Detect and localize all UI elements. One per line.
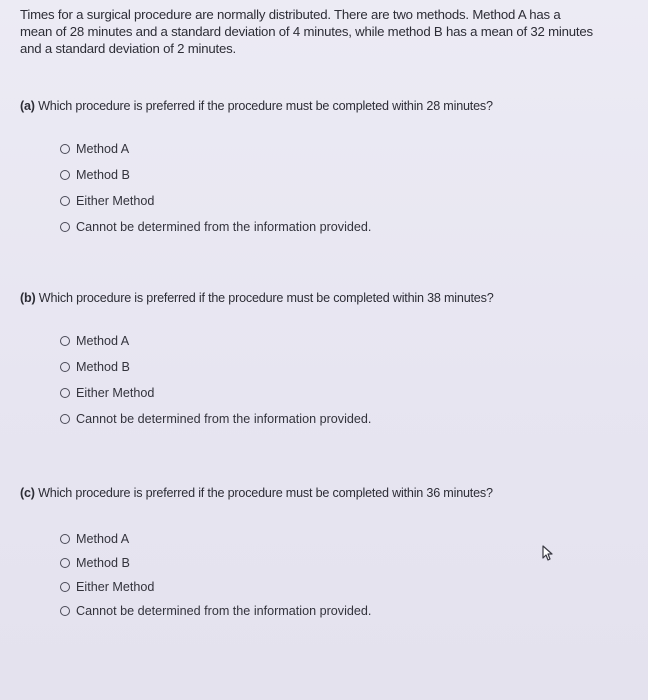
- option-label: Method A: [76, 142, 130, 156]
- option-label: Method B: [76, 360, 130, 374]
- question-b-option-either[interactable]: [60, 380, 630, 406]
- question-b-option-cannot-determine[interactable]: [60, 406, 630, 432]
- radio-button-icon[interactable]: [60, 558, 70, 568]
- question-c-option-either[interactable]: [60, 575, 630, 599]
- radio-button-icon[interactable]: [60, 196, 70, 206]
- question-b-option-method-a[interactable]: [60, 328, 630, 354]
- option-label: Method A: [76, 334, 130, 348]
- question-a-options: [60, 136, 630, 240]
- question-a-option-method-a[interactable]: [60, 136, 630, 162]
- question-c-text: [20, 485, 630, 501]
- question-b-text: [20, 290, 630, 306]
- question-c-prompt: Which procedure is preferred if the procedure must be completed within 36 minutes?: [38, 486, 493, 500]
- option-label: Either Method: [76, 194, 155, 208]
- question-a-text: [20, 98, 630, 114]
- radio-button-icon[interactable]: [60, 170, 70, 180]
- option-label: Method B: [76, 168, 130, 182]
- radio-button-icon[interactable]: [60, 144, 70, 154]
- question-c-label: (c): [20, 486, 35, 500]
- option-label: Cannot be determined from the information provided.: [76, 604, 372, 618]
- radio-button-icon[interactable]: [60, 414, 70, 424]
- radio-button-icon[interactable]: [60, 336, 70, 346]
- problem-statement: [20, 6, 640, 57]
- mouse-pointer-icon: [541, 545, 555, 561]
- question-a-option-either[interactable]: [60, 188, 630, 214]
- question-a-option-cannot-determine[interactable]: [60, 214, 630, 240]
- question-a-label: (a): [20, 99, 35, 113]
- question-b-label: (b): [20, 291, 36, 305]
- question-b-prompt: Which procedure is preferred if the procedure must be completed within 38 minutes?: [38, 291, 494, 305]
- radio-button-icon[interactable]: [60, 606, 70, 616]
- question-a: [20, 98, 630, 240]
- option-label: Method A: [76, 532, 130, 546]
- problem-line-3: and a standard deviation of 2 minutes.: [20, 41, 237, 56]
- question-a-prompt: Which procedure is preferred if the procedure must be completed within 28 minutes?: [38, 99, 493, 113]
- option-label: Cannot be determined from the information provided.: [76, 412, 372, 426]
- option-label: Either Method: [76, 580, 155, 594]
- radio-button-icon[interactable]: [60, 388, 70, 398]
- option-label: Cannot be determined from the information provided.: [76, 220, 372, 234]
- question-c-option-cannot-determine[interactable]: [60, 599, 630, 623]
- problem-line-2: mean of 28 minutes and a standard deviation of 4 minutes, while method B has a mean of 32 minutes: [20, 24, 593, 39]
- radio-button-icon[interactable]: [60, 222, 70, 232]
- option-label: Either Method: [76, 386, 155, 400]
- question-b: [20, 290, 630, 432]
- radio-button-icon[interactable]: [60, 534, 70, 544]
- radio-button-icon[interactable]: [60, 362, 70, 372]
- problem-line-1: Times for a surgical procedure are normally distributed. There are two methods. Method A has a: [20, 7, 561, 22]
- question-c: [20, 485, 630, 623]
- option-label: Method B: [76, 556, 130, 570]
- question-b-options: [60, 328, 630, 432]
- question-c-options: [60, 527, 630, 623]
- question-b-option-method-b[interactable]: [60, 354, 630, 380]
- radio-button-icon[interactable]: [60, 582, 70, 592]
- question-a-option-method-b[interactable]: [60, 162, 630, 188]
